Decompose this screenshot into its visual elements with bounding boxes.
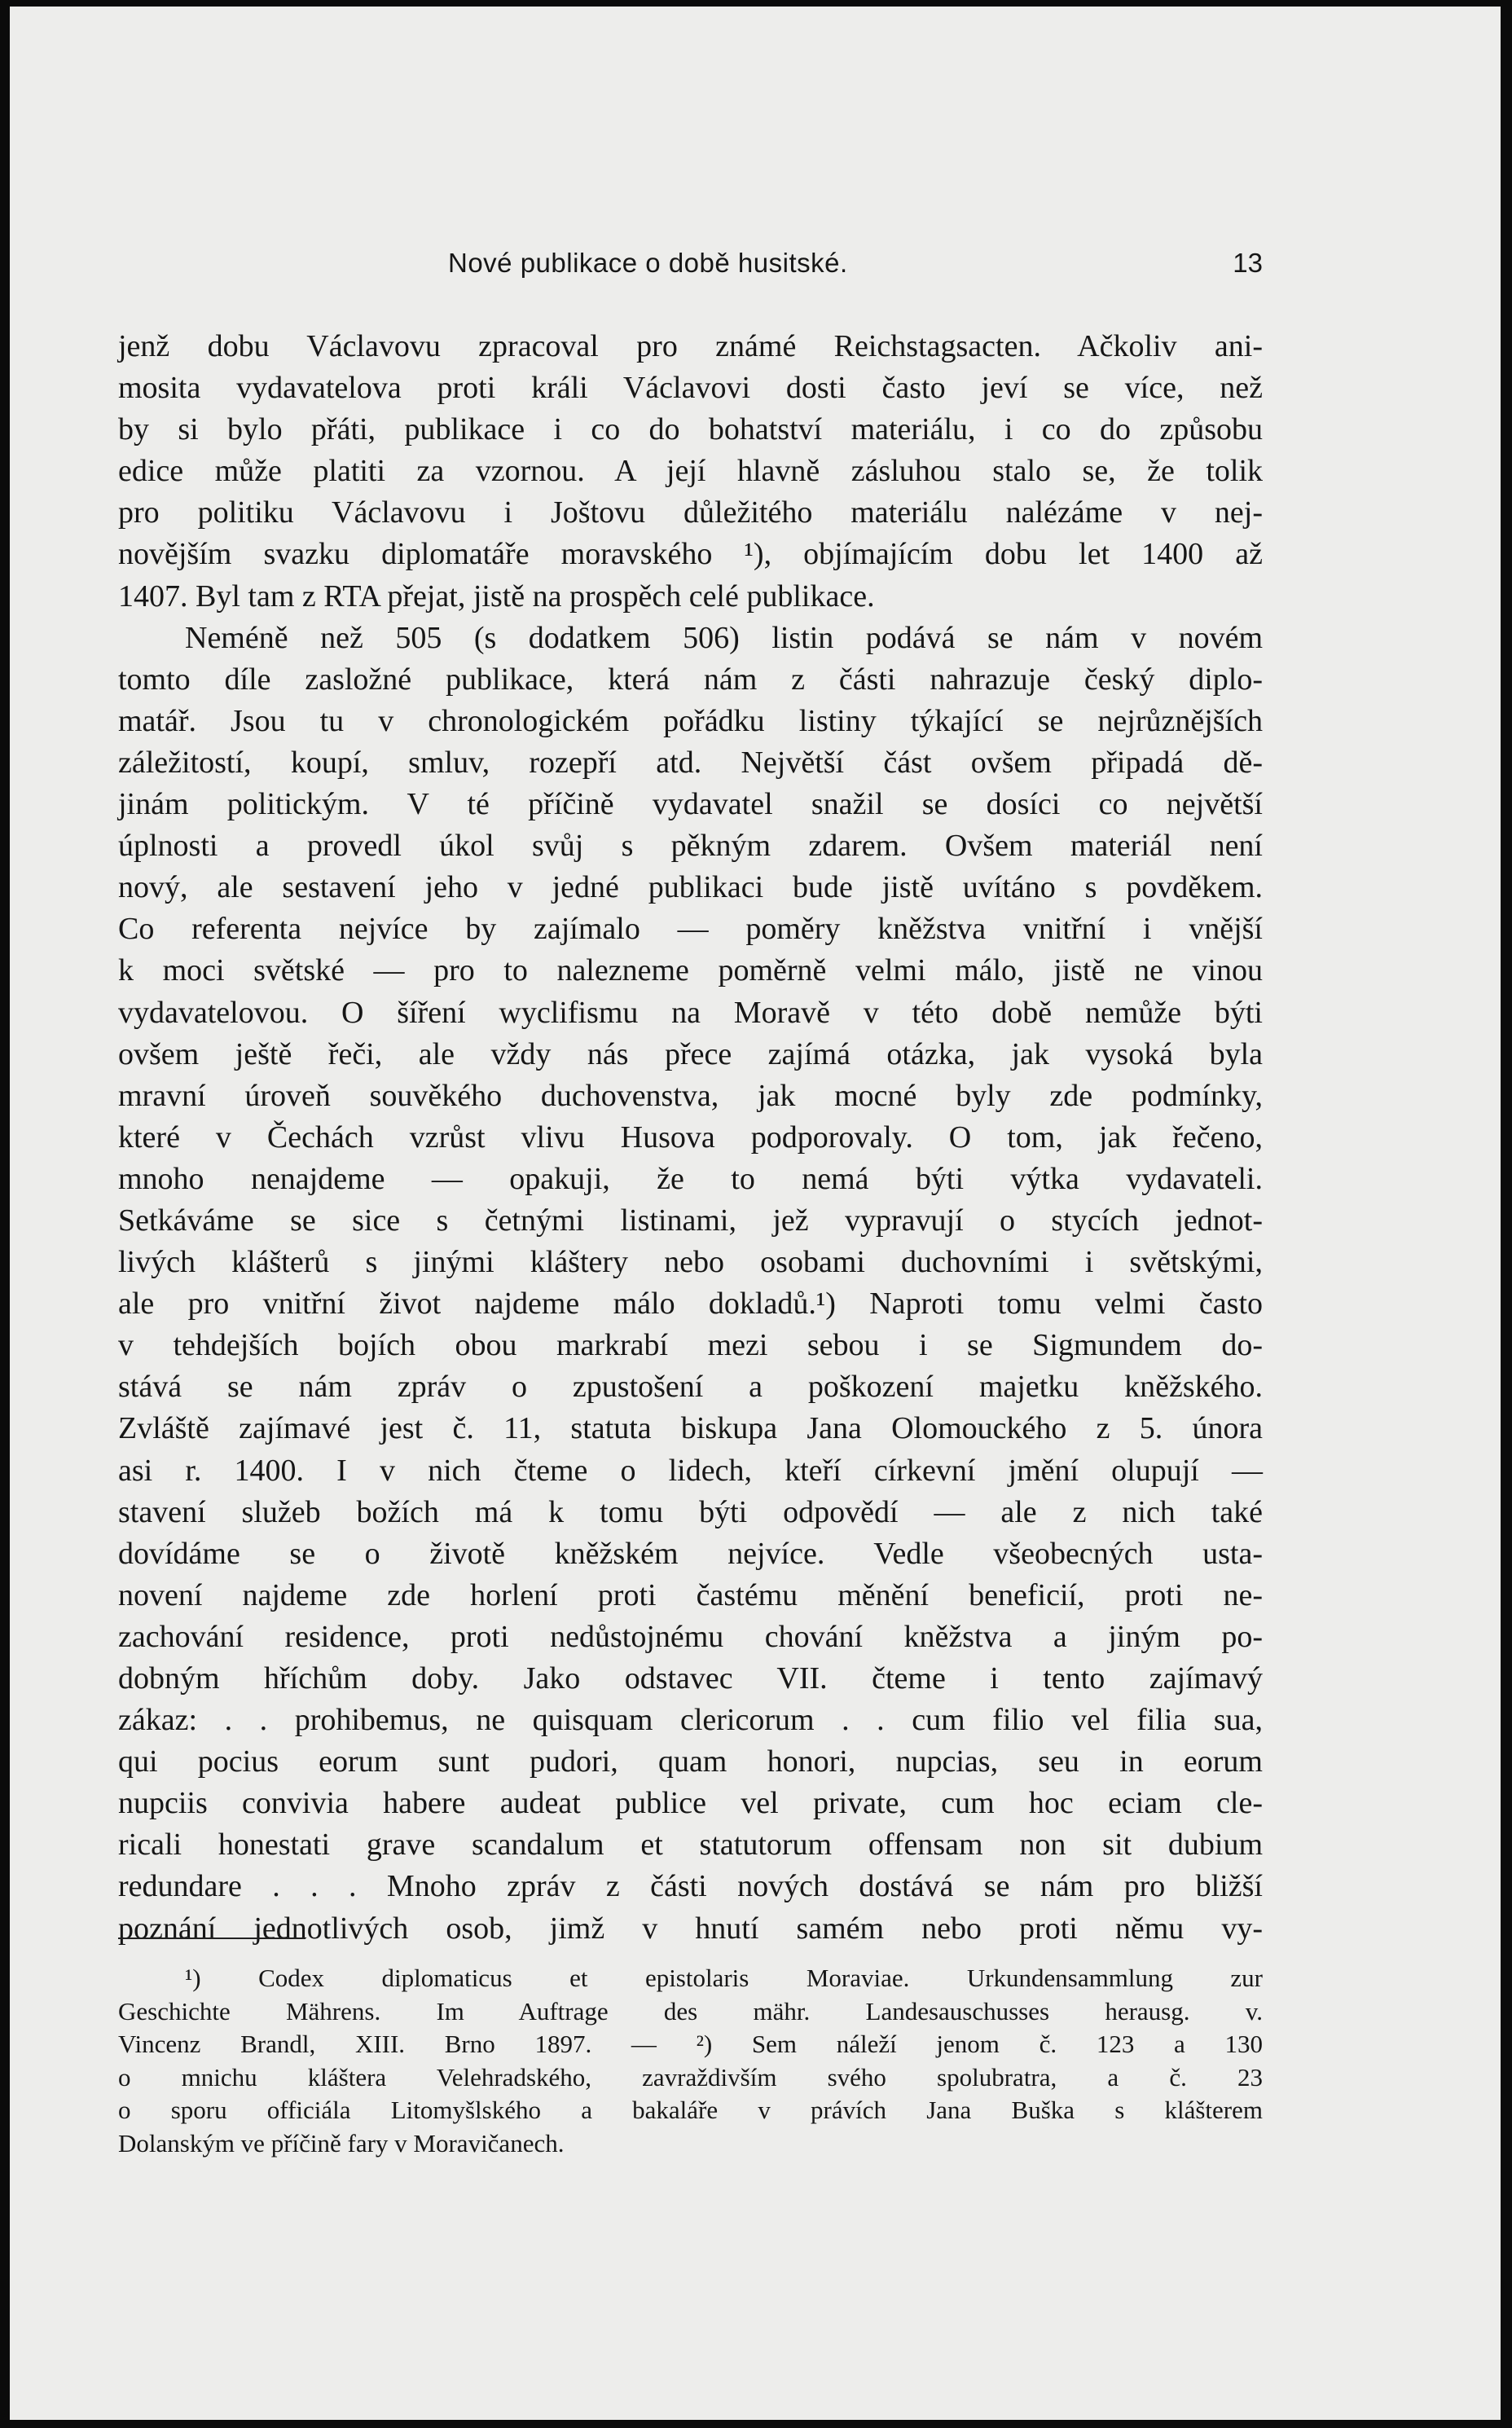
body-line: Co referenta nejvíce by zajímalo — poměry kněžstva vnitřní i vnější <box>118 912 1263 947</box>
body-line: vydavatelovou. O šíření wyclifismu na Moravě v této době nemůže býti <box>118 995 1263 1030</box>
body-line: mosita vydavatelova proti králi Václavovi dosti často jeví se více, než <box>118 371 1263 406</box>
body-line: matář. Jsou tu v chronologickém pořádku listiny týkající se nejrůznějších <box>118 703 1263 738</box>
running-title: Nové publikace o době husitské. <box>448 248 848 278</box>
body-line: 1407. Byl tam z RTA přejat, jistě na prospěch celé publikace. <box>118 578 875 614</box>
body-line: asi r. 1400. I v nich čteme o lidech, kteří církevní jmění olupují — <box>118 1453 1263 1488</box>
footnote-line: Vincenz Brandl, XIII. Brno 1897. — ²) Sem náleží jenom č. 123 a 130 <box>118 2030 1263 2058</box>
body-line: úplnosti a provedl úkol svůj s pěkným zdarem. Ovšem materiál není <box>118 829 1263 864</box>
body-line: novení najdeme zde horlení proti častému měnění beneficií, proti ne- <box>118 1577 1263 1612</box>
body-line: mravní úroveň souvěkého duchovenstva, jak mocné byly zde podmínky, <box>118 1078 1263 1113</box>
body-line: nupciis convivia habere audeat publice vel private, cum hoc eciam cle- <box>118 1786 1263 1821</box>
body-text <box>118 326 1263 1950</box>
body-line: v tehdejších bojích obou markrabí mezi sebou i se Sigmundem do- <box>118 1328 1263 1363</box>
body-line: redundare . . . Mnoho zpráv z části nových dostává se nám pro bližší <box>118 1869 1263 1904</box>
footnote-divider <box>118 1938 305 1939</box>
page-number: 13 <box>1233 248 1263 278</box>
body-line: Setkáváme se sice s četnými listinami, jež vypravují o stycích jednot- <box>118 1203 1263 1238</box>
body-line: qui pocius eorum sunt pudori, quam honori, nupcias, seu in eorum <box>118 1744 1263 1779</box>
body-line: záležitostí, koupí, smluv, rozepří atd. Největší část ovšem připadá dě- <box>118 745 1263 780</box>
body-line: zachování residence, proti nedůstojnému chování kněžstva a jiným po- <box>118 1619 1263 1654</box>
body-line: dobným hříchům doby. Jako odstavec VII. čteme i tento zajímavý <box>118 1661 1263 1696</box>
body-line: pro politiku Václavovu i Joštovu důležitého materiálu nalézáme v nej- <box>118 495 1263 530</box>
body-line: ovšem ještě řeči, ale vždy nás přece zajímá otázka, jak vysoká byla <box>118 1036 1263 1071</box>
footnote-line: o mnichu kláštera Velehradského, zavraždivším svého spolubratra, a č. 23 <box>118 2062 1263 2092</box>
body-line: ricali honestati grave scandalum et statutorum offensam non sit dubium <box>118 1828 1263 1863</box>
body-line: stává se nám zpráv o zpustošení a poškození majetku kněžského. <box>118 1370 1263 1405</box>
footnote-line: o sporu officiála Litomyšlského a bakaláře v právích Jana Buška s klášterem <box>118 2096 1263 2124</box>
body-line: stavení služeb božích má k tomu býti odpovědí — ale z nich také <box>118 1494 1263 1529</box>
body-line: poznání jednotlivých osob, jimž v hnutí samém nebo proti němu vy- <box>118 1911 1263 1946</box>
body-line: tomto díle zasložné publikace, která nám z části nahrazuje český diplo- <box>118 662 1263 697</box>
body-line: Zvláště zajímavé jest č. 11, statuta biskupa Jana Olomouckého z 5. února <box>118 1411 1263 1446</box>
body-line: zákaz: . . prohibemus, ne quisquam clericorum . . cum filio vel filia sua, <box>118 1703 1263 1738</box>
footnote-line: ¹) Codex diplomaticus et epistolaris Moraviae. Urkundensammlung zur <box>185 1964 1263 1992</box>
body-line: livých klášterů s jinými kláštery nebo osobami duchovními i světskými, <box>118 1245 1263 1280</box>
running-head <box>118 243 1263 284</box>
body-line: jinám politickým. V té příčině vydavatel snažil se dosíci co největší <box>118 787 1263 822</box>
body-line: ale pro vnitřní život najdeme málo dokladů.¹) Naproti tomu velmi často <box>118 1287 1263 1322</box>
body-line: nový, ale sestavení jeho v jedné publikaci bude jistě uvítáno s povděkem. <box>118 870 1263 905</box>
body-line: mnoho nenajdeme — opakuji, že to nemá býti výtka vydavateli. <box>118 1161 1263 1196</box>
footnote-line: Geschichte Mährens. Im Auftrage des mähr. Landesauschusses herausg. v. <box>118 1996 1263 2026</box>
body-line: které v Čechách vzrůst vlivu Husova podporovaly. O tom, jak řečeno, <box>118 1119 1263 1155</box>
book-page <box>10 7 1501 2420</box>
body-line: novějším svazku diplomatáře moravského ¹), objímajícím dobu let 1400 až <box>118 537 1263 572</box>
body-line: edice může platiti za vzornou. A její hlavně zásluhou stalo se, že tolik <box>118 454 1263 489</box>
body-line: by si bylo přáti, publikace i co do bohatství materiálu, i co do způsobu <box>118 412 1263 447</box>
body-line: k moci světské — pro to nalezneme poměrně velmi málo, jistě ne vinou <box>118 953 1263 988</box>
footnote-line: Dolanským ve příčině fary v Moravičanech. <box>118 2128 565 2157</box>
body-line: dovídáme se o životě kněžském nejvíce. Vedle všeobecných usta- <box>118 1536 1263 1571</box>
body-line: jenž dobu Václavovu zpracoval pro známé Reichstagsacten. Ačkoliv ani- <box>118 329 1263 363</box>
footnotes <box>118 1962 1263 2160</box>
body-line: Neméně než 505 (s dodatkem 506) listin podává se nám v novém <box>185 620 1263 655</box>
